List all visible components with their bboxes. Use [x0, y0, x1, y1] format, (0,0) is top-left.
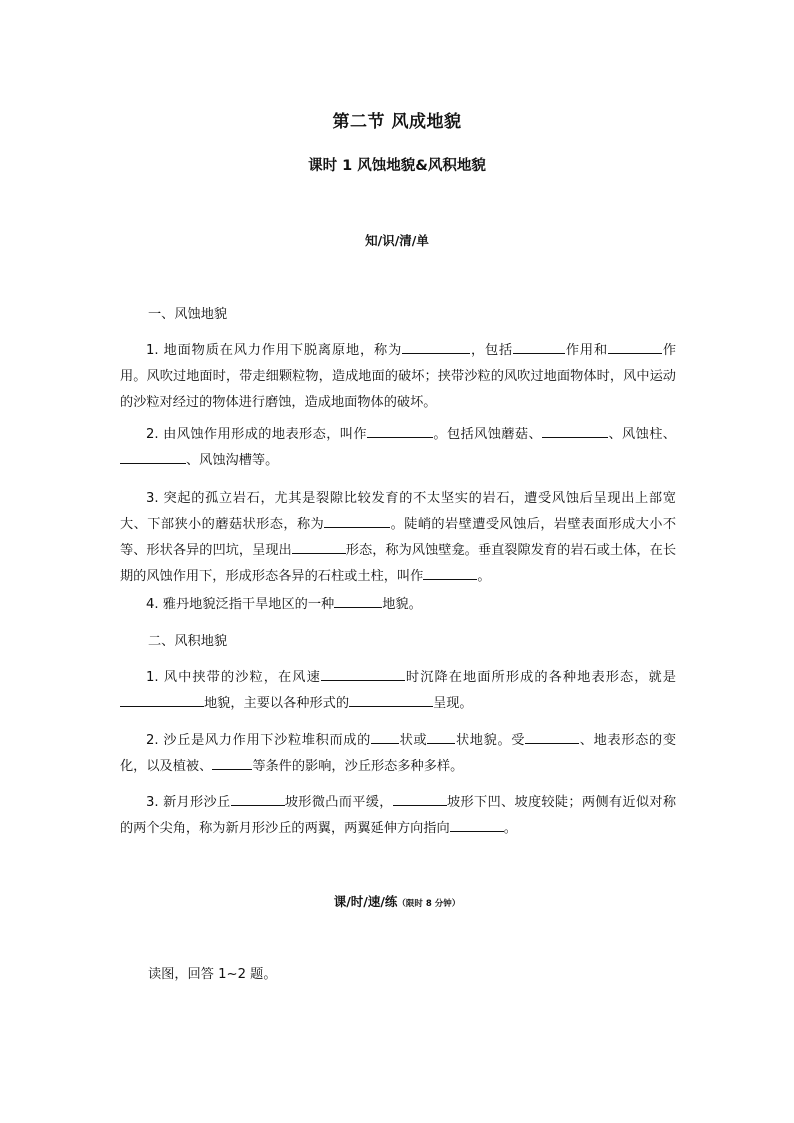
- practice-header: [0, 892, 794, 910]
- time-limit-note: （限时 8 分钟）: [397, 899, 461, 909]
- knowledge-list-header: 知/识/清/单: [365, 233, 429, 248]
- answer-blank[interactable]: [321, 666, 405, 681]
- answer-blank[interactable]: [608, 339, 662, 354]
- answer-blank[interactable]: [371, 729, 399, 744]
- paragraph-2-1: 1. 风中挟带的沙粒，在风速 时沉降在地面所形成的各种地表形态，就是地貌，主要以各种形式的 呈现。: [120, 665, 676, 717]
- answer-blank[interactable]: [324, 513, 390, 528]
- paragraph-2-3: 3. 新月形沙丘 坡形微凸而平缓， 坡形下凹、坡度较陡；两侧有近似对称的两个尖角，称为新月形沙丘的两翼，两翼延伸方向指向 。: [120, 790, 676, 842]
- answer-blank[interactable]: [423, 565, 477, 580]
- paragraph-1-2: 2. 由风蚀作用形成的地表形态，叫作 。包括风蚀蘑菇、 、风蚀柱、、风蚀沟槽等。: [120, 422, 676, 474]
- answer-blank[interactable]: [120, 692, 204, 707]
- page-title: 第二节 风成地貌: [332, 112, 462, 132]
- answer-blank[interactable]: [525, 729, 579, 744]
- paragraph-1-1: 1. 地面物质在风力作用下脱离原地，称为 ，包括 作用和 作用。风吹过地面时，带走细颗粒物，造成地面的破坏；挟带沙粒的风吹过地面物体时，风中运动的沙粒对经过的物体进行磨蚀，造成地面物体的破坏。: [120, 338, 676, 416]
- answer-blank[interactable]: [402, 339, 470, 354]
- answer-blank[interactable]: [450, 817, 504, 832]
- answer-blank[interactable]: [231, 791, 285, 806]
- paragraph-1-3: 3. 突起的孤立岩石，尤其是裂隙比较发育的不太坚实的岩石，遭受风蚀后呈现出上部宽大、下部狭小的蘑菇状形态，称为 。陡峭的岩壁遭受风蚀后，岩壁表面形成大小不等、形状各异的凹坑，呈现出 形态，称为风蚀壁龛。垂直裂隙发育的岩石或土体，在长期的风蚀作用下，形成形态各异的石柱或土柱，叫作 。: [120, 491, 677, 584]
- lesson-subtitle: 课时 1 风蚀地貌&风积地貌: [308, 158, 486, 174]
- section-heading-wind-deposition: 二、风积地貌: [148, 634, 228, 649]
- answer-blank[interactable]: [427, 729, 455, 744]
- paragraph-1-4: 4. 雅丹地貌泛指干旱地区的一种 地貌。: [120, 592, 676, 618]
- answer-blank[interactable]: [542, 423, 608, 438]
- answer-blank[interactable]: [212, 755, 252, 770]
- answer-blank[interactable]: [393, 791, 447, 806]
- answer-blank[interactable]: [292, 539, 346, 554]
- paragraph-2-2: 2. 沙丘是风力作用下沙粒堆积而成的 状或 状地貌。受 、地表形态的变化，以及植被、 等条件的影响，沙丘形态多种多样。: [120, 728, 676, 780]
- section-heading-wind-erosion: 一、风蚀地貌: [148, 307, 228, 322]
- answer-blank[interactable]: [513, 339, 565, 354]
- practice-header-title: 课/时/速/练: [333, 894, 398, 909]
- answer-blank[interactable]: [367, 423, 433, 438]
- answer-blank[interactable]: [349, 692, 433, 707]
- answer-blank[interactable]: [120, 449, 186, 464]
- question-prompt: 读图，回答 1~2 题。: [148, 967, 277, 982]
- answer-blank[interactable]: [334, 593, 382, 608]
